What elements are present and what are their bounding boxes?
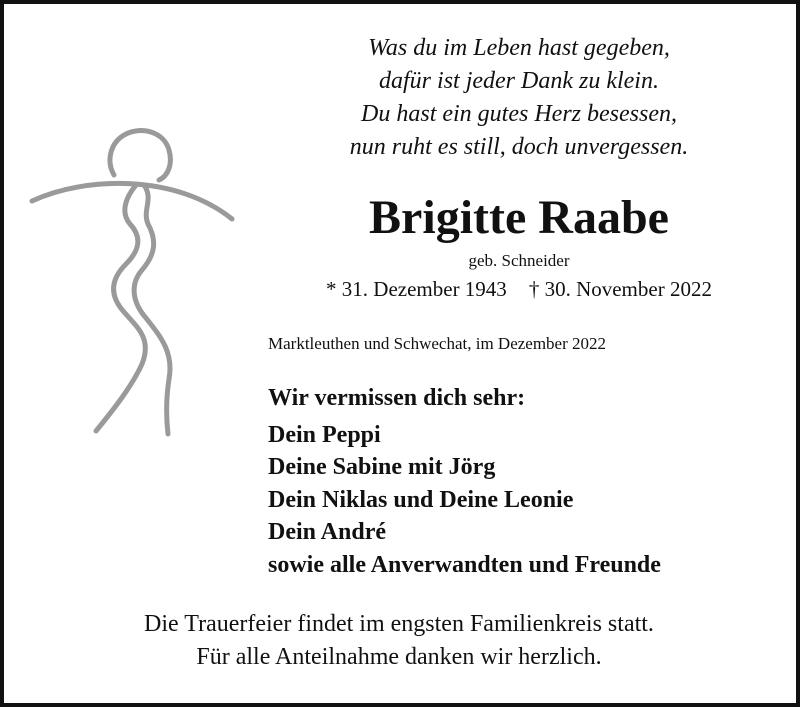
closing-line: Für alle Anteilnahme danken wir herzlich. <box>196 644 602 670</box>
death-date: † 30. November 2022 <box>528 277 712 301</box>
deceased-name: Brigitte Raabe <box>369 191 669 244</box>
life-dates <box>264 275 774 303</box>
mourner-entry: Deine Sabine mit Jörg <box>268 454 496 480</box>
mourners-list <box>268 382 788 581</box>
poem-line: dafür ist jeder Dank zu klein. <box>379 68 659 94</box>
poem-line: nun ruht es still, doch unvergessen. <box>349 134 689 160</box>
mourner-entry: Dein Peppi <box>268 421 381 448</box>
mourner-entry: sowie alle Anverwandten und Freunde <box>268 551 661 578</box>
closing-line: Die Trauerfeier findet im engsten Familienkreis statt. <box>144 611 654 637</box>
maiden-name: geb. Schneider <box>468 251 570 270</box>
poem <box>304 32 734 164</box>
poem-line: Was du im Leben hast gegeben, <box>368 35 670 61</box>
sun-path-illustration <box>26 124 241 439</box>
mourners-heading: Wir vermissen dich sehr: <box>268 385 526 411</box>
place-and-date: Marktleuthen und Schwechat, im Dezember 2022 <box>268 334 607 353</box>
mourner-entry: Dein Niklas und Deine Leonie <box>268 486 574 513</box>
closing-notice <box>4 608 794 674</box>
poem-line: Du hast ein gutes Herz besessen, <box>361 101 677 127</box>
mourner-entry: Dein André <box>268 519 387 545</box>
birth-date: * 31. Dezember 1943 <box>326 277 507 301</box>
